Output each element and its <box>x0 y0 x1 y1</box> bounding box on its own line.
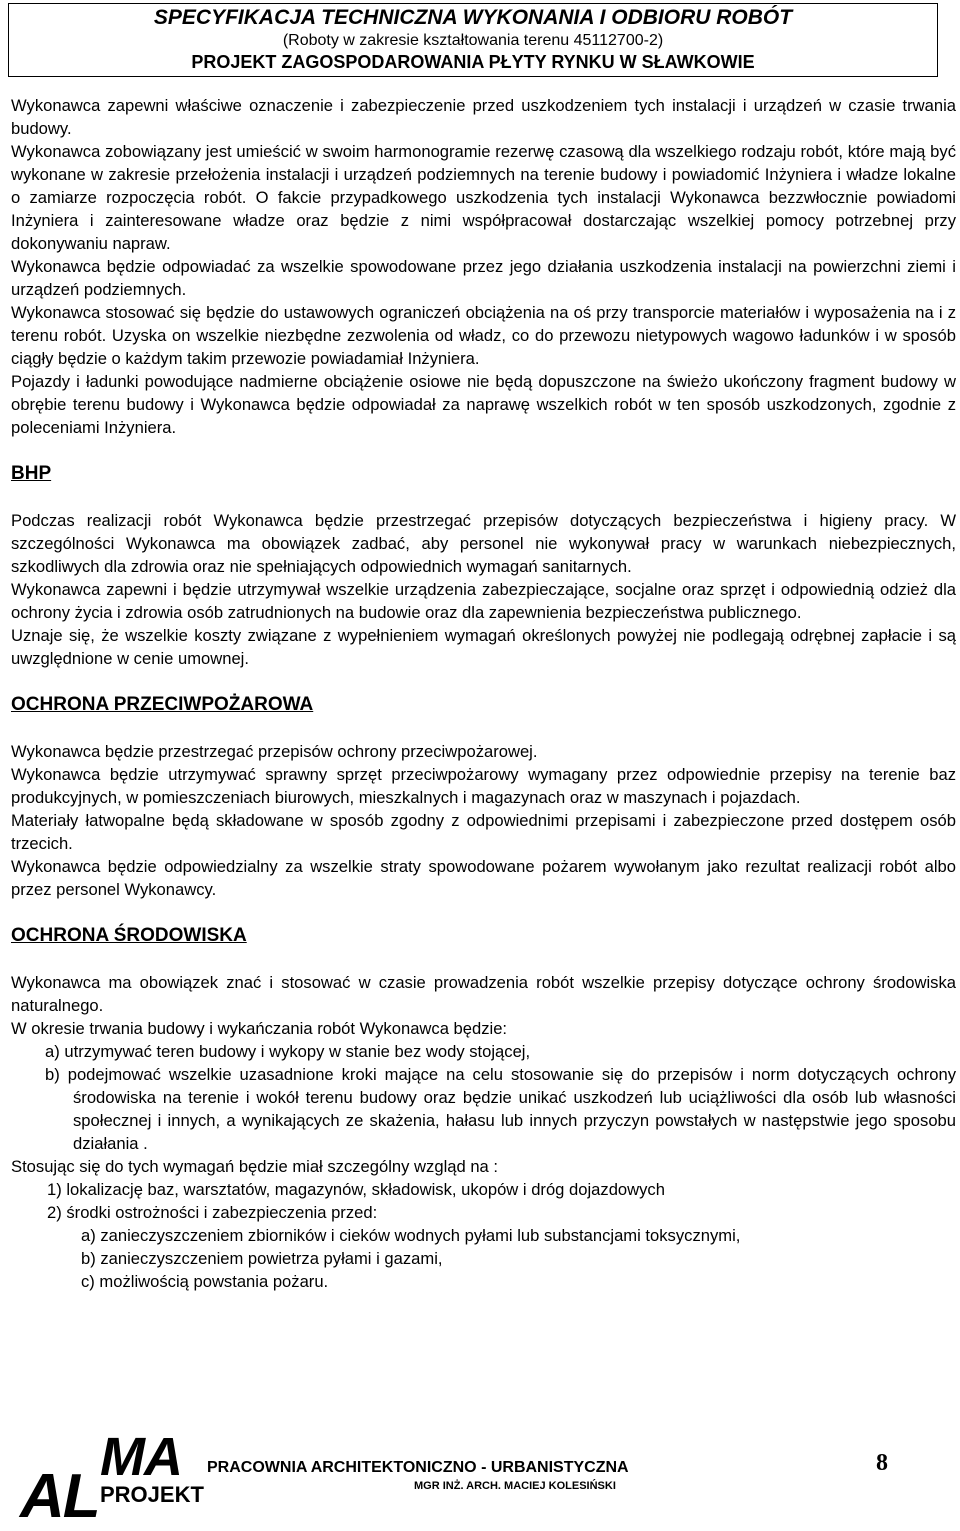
logo-ma-text: MA <box>100 1427 182 1487</box>
paragraph: Wykonawca zapewni właściwe oznaczenie i zabezpieczenie przed uszkodzeniem tych instalacji i urządzeń w czasie trwania budowy. <box>11 96 956 138</box>
author-name: MGR INŻ. ARCH. MACIEJ KOLESIŃSKI <box>414 1480 616 1492</box>
paragraph: Stosując się do tych wymagań będzie miał szczególny wzgląd na : <box>11 1157 498 1176</box>
paragraph: Wykonawca będzie odpowiedzialny za wszelkie straty spowodowane pożarem wywołanym jako rezultat realizacji robót albo przez personel Wykonawcy. <box>11 857 956 899</box>
paragraph: Materiały łatwopalne będą składowane w sposób zgodny z odpowiednimi przepisami i zabezpieczone przed dostępem osób trzecich. <box>11 811 956 853</box>
paragraph: Wykonawca stosować się będzie do ustawowych ograniczeń obciążenia na oś przy transporcie materiałów i wyposażenia na i z terenu robót. Uzyska on wszelkie niezbędne zezwolenia od władz, co do przewozu nietypowych wagowo ładunków i w sposób ciągły będzie o każdym takim przewozie powiadamiał Inżyniera. <box>11 303 956 368</box>
paragraph: Wykonawca będzie przestrzegać przepisów ochrony przeciwpożarowej. <box>11 742 538 761</box>
paragraph: Wykonawca będzie utrzymywać sprawny sprzęt przeciwpożarowy wymagany przez odpowiednie przepisy na terenie baz produkcyjnych, w pomieszczeniach biurowych, mieszkalnych i magazynach oraz w maszynach i pojazdach. <box>11 765 956 807</box>
logo-projekt-text: PROJEKT <box>100 1482 204 1507</box>
paragraph: Wykonawca ma obowiązek znać i stosować w czasie prowadzenia robót wszelkie przepisy dotyczące ochrony środowiska naturalnego. <box>11 973 956 1015</box>
section-heading-environment: OCHRONA ŚRODOWISKA <box>11 925 247 946</box>
list-item: 1) lokalizację baz, warsztatów, magazynów, składowisk, ukopów i dróg dojazdowych <box>47 1180 665 1199</box>
page-number: 8 <box>876 1450 888 1476</box>
paragraph: Wykonawca zobowiązany jest umieścić w swoim harmonogramie rezerwę czasową dla wszelkiego rodzaju robót, które mają być wykonane w zakresie przełożenia instalacji i urządzeń podziemnych na terenie budowy i powiadomić Inżyniera i władze lokalne o zamiarze rozpoczęcia robót. O fakcie przypadkowego uszkodzenia tych instalacji Wykonawca bezzwłocznie powiadomi Inżyniera i zainteresowane władze oraz będzie z nimi współpracował dostarczając wszelkiej pomocy potrzebnej przy dokonywaniu napraw. <box>11 142 956 253</box>
paragraph: Uznaje się, że wszelkie koszty związane z wypełnieniem wymagań określonych powyżej nie podlegają odrębnej zapłacie i są uwzględnione w cenie umownej. <box>11 626 956 668</box>
paragraph: W okresie trwania budowy i wykańczania robót Wykonawca będzie: <box>11 1019 508 1038</box>
logo-al-text: AL <box>20 1462 99 1531</box>
paragraph: Wykonawca zapewni i będzie utrzymywał wszelkie urządzenia zabezpieczające, socjalne oraz sprzęt i odpowiednią odzież dla ochrony życia i zdrowia osób zatrudnionych na budowie oraz dla zapewnienia bezpieczeństwa publicznego. <box>11 580 956 622</box>
paragraph: Podczas realizacji robót Wykonawca będzie przestrzegać przepisów dotyczących bezpieczeństwa i higieny pracy. W szczególności Wykonawca ma obowiązek zadbać, aby personel nie wykonywał pracy w warunkach niebezpiecznych, szkodliwych dla zdrowia oraz nie spełniających odpowiednich wymagań sanitarnych. <box>11 511 956 576</box>
header-subtitle: (Roboty w zakresie kształtowania terenu 45112700-2) <box>282 32 664 49</box>
header-title: SPECYFIKACJA TECHNICZNA WYKONANIA I ODBIORU ROBÓT <box>153 6 793 29</box>
list-item: b) podejmować wszelkie uzasadnione kroki mające na celu stosowanie się do przepisów i norm dotyczących ochrony środowiska na terenie i wokół terenu budowy oraz będzie unikać uszkodzeń lub uciążliwości dla osób lub własności społecznej i innych, a wynikających ze skażenia, hałasu lub innych przyczyn powstałych w następstwie jego sposobu działania . <box>45 1065 956 1153</box>
list-item: a) utrzymywać teren budowy i wykopy w stanie bez wody stojącej, <box>45 1042 531 1061</box>
office-name: PRACOWNIA ARCHITEKTONICZNO - URBANISTYCZNA <box>207 1459 629 1476</box>
list-item: c) możliwością powstania pożaru. <box>81 1272 329 1291</box>
paragraph: Wykonawca będzie odpowiadać za wszelkie spowodowane przez jego działania uszkodzenia instalacji na powierzchni ziemi i urządzeń podziemnych. <box>11 257 956 299</box>
alma-projekt-logo <box>12 1427 212 1531</box>
section-heading-bhp: BHP <box>11 463 52 484</box>
document-body <box>11 94 956 1293</box>
document-footer <box>0 1427 960 1531</box>
list-item: 2) środki ostrożności i zabezpieczenia przed: <box>47 1203 378 1222</box>
section-heading-fire: OCHRONA PRZECIWPOŻAROWA <box>11 694 314 715</box>
header-project: PROJEKT ZAGOSPODAROWANIA PŁYTY RYNKU W SŁAWKOWIE <box>191 52 755 72</box>
paragraph: Pojazdy i ładunki powodujące nadmierne obciążenie osiowe nie będą dopuszczone na świeżo ukończony fragment budowy w obrębie terenu budowy i Wykonawca będzie odpowiadał za naprawę wszelkich robót w ten sposób uszkodzonych, zgodnie z poleceniami Inżyniera. <box>11 372 956 437</box>
list-item: a) zanieczyszczeniem zbiorników i cieków wodnych pyłami lub substancjami toksycznymi, <box>81 1226 741 1245</box>
document-header <box>8 3 938 77</box>
list-item: b) zanieczyszczeniem powietrza pyłami i gazami, <box>81 1249 443 1268</box>
